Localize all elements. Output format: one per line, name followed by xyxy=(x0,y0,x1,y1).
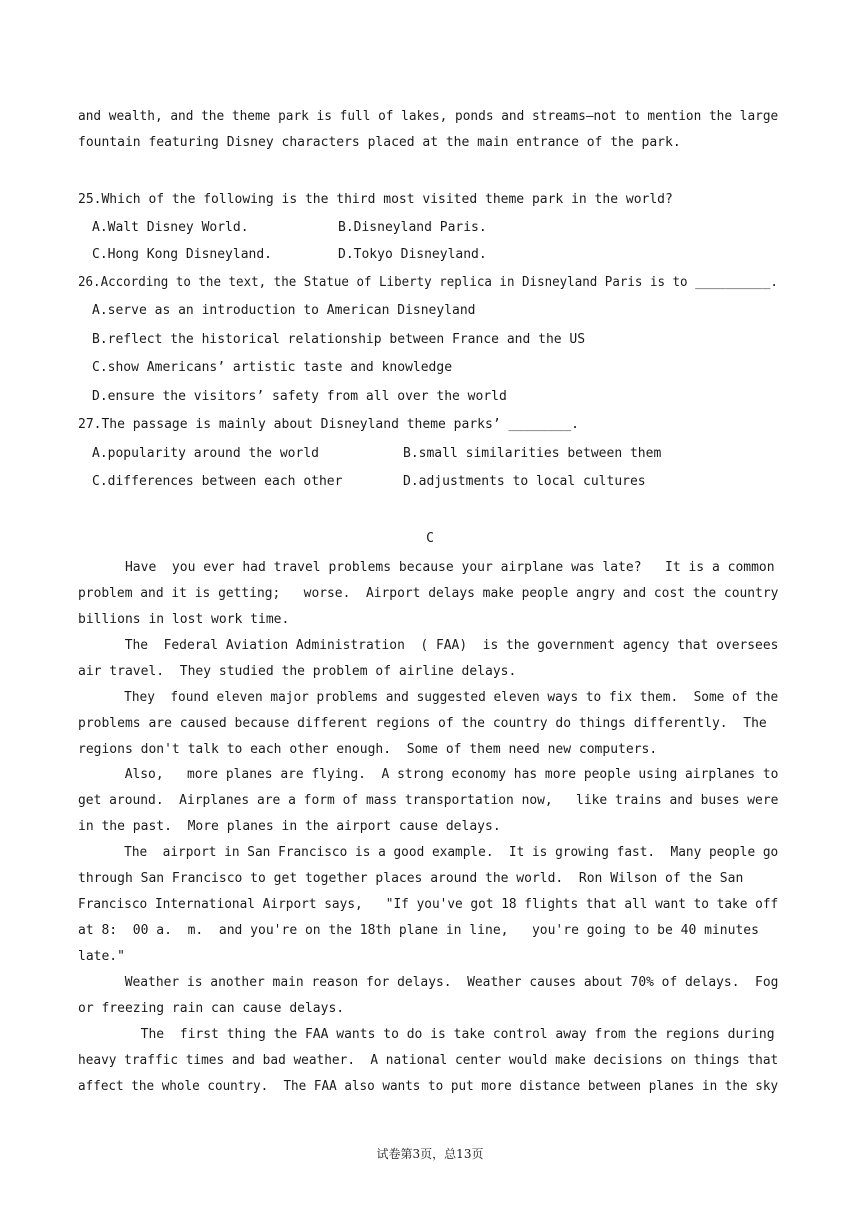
passage-line: problem and it is getting; worse. Airport delays make people angry and cost the country xyxy=(78,586,779,601)
q26-option-b: B.reflect the historical relationship between France and the US xyxy=(92,332,586,347)
q26-option-d: D.ensure the visitors’ safety from all over the world xyxy=(92,389,507,404)
passage-line: air travel. They studied the problem of airline delays. xyxy=(78,664,517,679)
passage-line: late." xyxy=(78,949,125,964)
passage-line: Weather is another main reason for delays. Weather causes about 70% of delays. Fog xyxy=(78,975,779,990)
page-footer: 试卷第3页，总13页 xyxy=(376,1147,484,1161)
q26-option-a: A.serve as an introduction to American Disneyland xyxy=(92,303,476,318)
q27-option-b: B.small similarities between them xyxy=(403,446,662,461)
passage-line: or freezing rain can cause delays. xyxy=(78,1001,345,1016)
question-26-stem: 26.According to the text, the Statue of Liberty replica in Disneyland Paris is to __________. xyxy=(78,275,778,290)
passage-line: Francisco International Airport says, "If you've got 18 flights that all want to take off xyxy=(78,897,779,912)
passage-line: affect the whole country. The FAA also wants to put more distance between planes in the sky xyxy=(78,1079,779,1094)
q27-option-a: A.popularity around the world xyxy=(92,446,319,461)
passage-line: They found eleven major problems and suggested eleven ways to fix them. Some of the xyxy=(78,690,779,705)
q25-option-d: D.Tokyo Disneyland. xyxy=(338,247,487,262)
passage-line: through San Francisco to get together places around the world. Ron Wilson of the San xyxy=(78,871,744,886)
passage-line: at 8: 00 a. m. and you're on the 18th plane in line, you're going to be 40 minutes xyxy=(78,923,759,938)
passage-line: regions don't talk to each other enough. Some of them need new computers. xyxy=(78,742,658,757)
passage-line: heavy traffic times and bad weather. A national center would make decisions on things that xyxy=(78,1053,779,1068)
q25-option-c: C.Hong Kong Disneyland. xyxy=(92,247,273,262)
question-27-stem: 27.The passage is mainly about Disneyland theme parks’ ________. xyxy=(78,417,579,432)
q25-option-b: B.Disneyland Paris. xyxy=(338,220,487,235)
passage-line: Also, more planes are flying. A strong economy has more people using airplanes to xyxy=(78,767,779,782)
q27-option-c: C.differences between each other xyxy=(92,474,343,489)
q27-option-d: D.adjustments to local cultures xyxy=(403,474,646,489)
intro-line: fountain featuring Disney characters placed at the main entrance of the park. xyxy=(78,135,681,150)
section-title: C xyxy=(426,531,434,546)
q26-option-c: C.show Americans’ artistic taste and knowledge xyxy=(92,360,453,375)
passage-line: The Federal Aviation Administration ( FAA) is the government agency that oversees xyxy=(78,638,779,653)
intro-line: and wealth, and the theme park is full of lakes, ponds and streams—not to mention the large xyxy=(78,109,779,124)
question-25-stem: 25.Which of the following is the third most visited theme park in the world? xyxy=(78,192,673,207)
passage-line: in the past. More planes in the airport cause delays. xyxy=(78,819,501,834)
passage-line: billions in lost work time. xyxy=(78,612,290,627)
passage-line: Have you ever had travel problems because your airplane was late? It is a common xyxy=(78,560,775,575)
q25-option-a: A.Walt Disney World. xyxy=(92,220,249,235)
passage-line: The airport in San Francisco is a good example. It is growing fast. Many people go xyxy=(78,845,779,860)
passage-line: problems are caused because different regions of the country do things differently. The xyxy=(78,716,767,731)
passage-line: The first thing the FAA wants to do is take control away from the regions during xyxy=(78,1027,775,1042)
passage-line: get around. Airplanes are a form of mass transportation now, like trains and buses were xyxy=(78,793,779,808)
